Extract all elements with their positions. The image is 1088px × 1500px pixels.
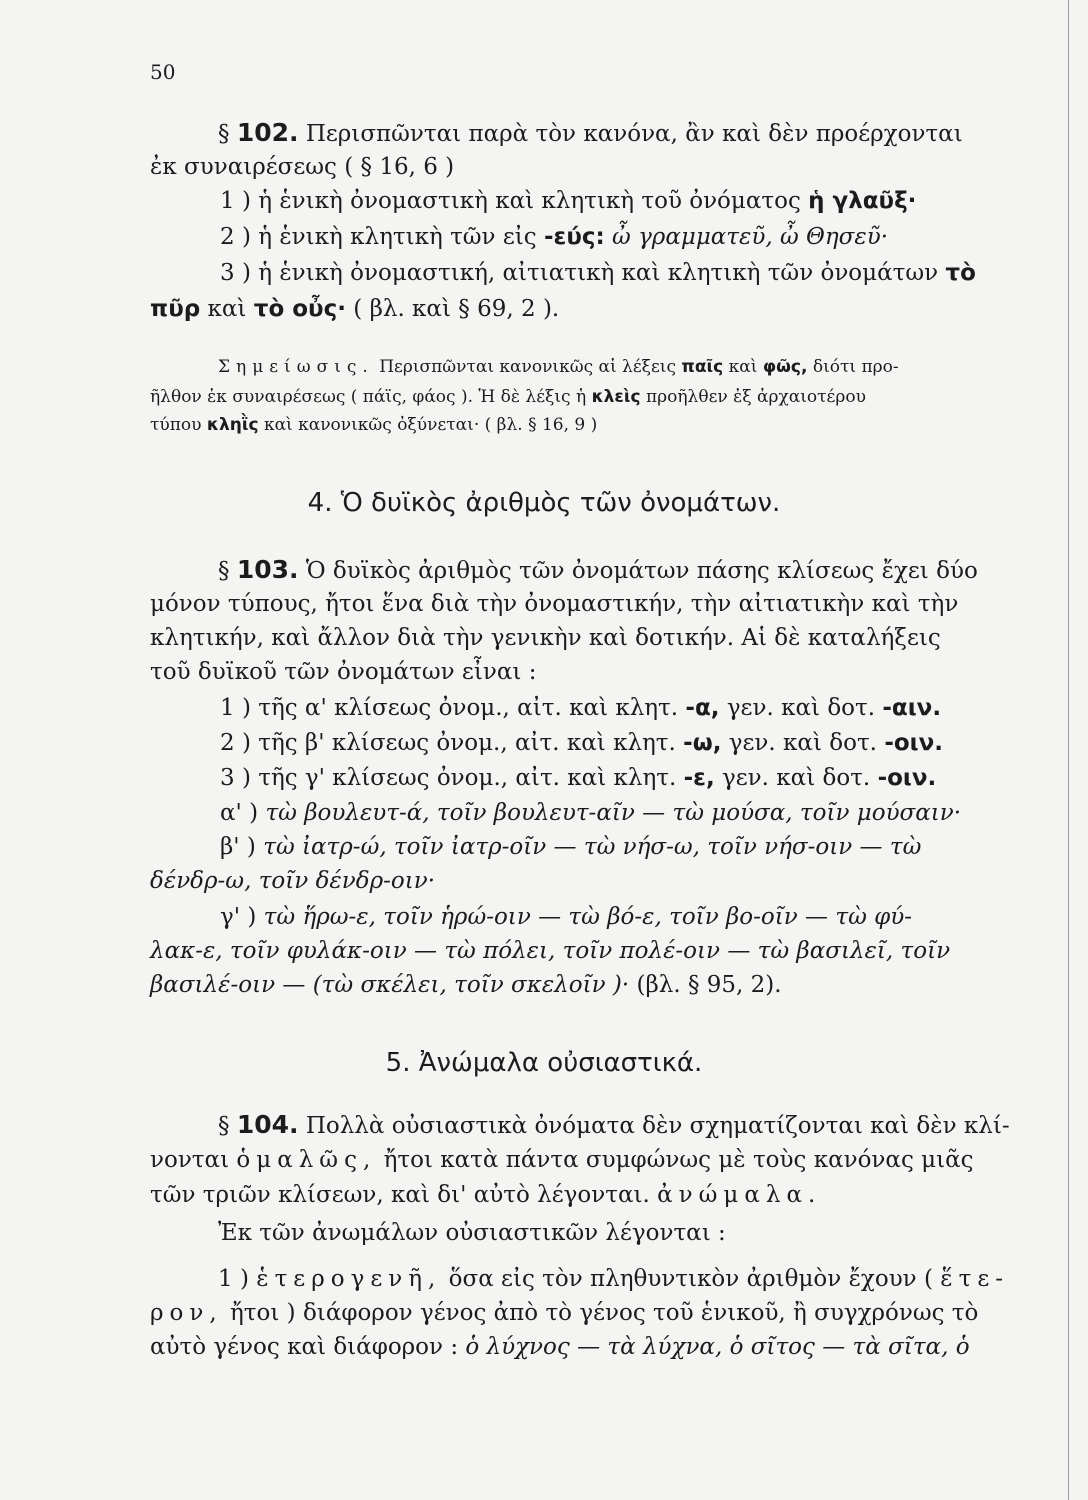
section-102-line-1: § 102. Περισπῶνται παρὰ τὸν κανόνα, ἂν καὶ δὲν προέρχονται xyxy=(218,118,963,147)
section-103-line-2: μόνον τύπους, ἤτοι ἕνα διὰ τὴν ὀνομαστικήν, τὴν αἰτιατικὴν καὶ τὴν xyxy=(150,591,959,617)
section-102-item-3: 3 ) ἡ ἑνικὴ ὀνομαστική, αἰτιατικὴ καὶ κλητικὴ τῶν ὀνομάτων τὸ xyxy=(220,260,976,286)
example-beta-cont: δένδρ-ω, τοῖν δένδρ-οιν· xyxy=(150,868,436,894)
ending-row-1: 1 ) τῆς α' κλίσεως ὀνομ., αἰτ. καὶ κλητ. -α, γεν. καὶ δοτ. -αιν. xyxy=(220,695,942,721)
note-label: Σημείωσις. xyxy=(218,357,374,377)
note-102-line-1: Σημείωσις. Περισπῶνται κανονικῶς αἱ λέξεις παῖς καὶ φῶς, διότι προ- xyxy=(218,357,899,377)
section-102-line-2: ἐκ συναιρέσεως ( § 16, 6 ) xyxy=(150,154,455,180)
section-102-item-2: 2 ) ἡ ἑνικὴ κλητικὴ τῶν εἰς -εύς: ὦ γραμματεῦ, ὦ Θησεῦ· xyxy=(220,224,888,250)
example-gamma-cont-2: βασιλέ-οιν — (τὼ σκέλει, τοῖν σκελοῖν )· (βλ. § 95, 2). xyxy=(150,972,782,998)
section-104-line-3: τῶν τριῶν κλίσεων, καὶ δι' αὐτὸ λέγονται. ἀνώμαλα. xyxy=(150,1182,822,1208)
section-104-line-7: αὐτὸ γένος καὶ διάφορον : ὁ λύχνος — τὰ λύχνα, ὁ σῖτος — τὰ σῖτα, ὁ xyxy=(150,1334,970,1360)
note-102-line-3: τύπου κληῒς καὶ κανονικῶς ὀξύνεται· ( βλ. § 16, 9 ) xyxy=(150,415,598,435)
page-edge-line xyxy=(1068,0,1069,1500)
section-103-line-4: τοῦ δυϊκοῦ τῶν ὀνομάτων εἶναι : xyxy=(150,659,537,685)
section-number: 102. xyxy=(236,118,299,147)
heading-dual-number: 4. Ὁ δυϊκὸς ἀριθμὸς τῶν ὀνομάτων. xyxy=(307,488,781,518)
section-104-line-4: Ἐκ τῶν ἀνωμάλων οὐσιαστικῶν λέγονται : xyxy=(218,1220,726,1246)
ending-row-2: 2 ) τῆς β' κλίσεως ὀνομ., αἰτ. καὶ κλητ. -ω, γεν. καὶ δοτ. -οιν. xyxy=(220,730,944,756)
page-number: 50 xyxy=(150,60,176,84)
example-alpha: α' ) τὼ βουλευτ-ά, τοῖν βουλευτ-αῖν — τὼ μούσα, τοῖν μούσαιν· xyxy=(220,800,962,826)
section-103-line-1: § 103. Ὁ δυϊκὸς ἀριθμὸς τῶν ὀνομάτων πάσης κλίσεως ἔχει δύο xyxy=(218,555,978,584)
section-103-line-3: κλητικήν, καὶ ἄλλον διὰ τὴν γενικὴν καὶ δοτικήν. Αἱ δὲ καταλήξεις xyxy=(150,625,941,651)
ending-row-3: 3 ) τῆς γ' κλίσεως ὀνομ., αἰτ. καὶ κλητ. -ε, γεν. καὶ δοτ. -οιν. xyxy=(220,765,937,791)
heading-irregular-nouns: 5. Ἀνώμαλα οὐσιαστικά. xyxy=(385,1048,703,1078)
example-beta: β' ) τὼ ἰατρ-ώ, τοῖν ἰατρ-οῖν — τὼ νήσ-ω, τοῖν νήσ-οιν — τὼ xyxy=(220,834,922,860)
section-104-line-2: νονται ὁμαλῶς, ἤτοι κατὰ πάντα συμφώνως μὲ τοὺς κανόνας μιᾶς xyxy=(150,1147,974,1173)
section-104-line-1: § 104. Πολλὰ οὐσιαστικὰ ὀνόματα δὲν σχηματίζονται καὶ δὲν κλί- xyxy=(218,1110,1010,1139)
section-104-line-6: ρον, ἤτοι ) διάφορον γένος ἀπὸ τὸ γένος τοῦ ἑνικοῦ, ἢ συγχρόνως τὸ xyxy=(150,1300,979,1326)
note-102-line-2: ῆλθον ἐκ συναιρέσεως ( πάϊς, φάος ). Ἡ δὲ λέξις ἡ κλεὶς προῆλθεν ἐξ ἀρχαιοτέρου xyxy=(150,387,866,407)
section-sign: § xyxy=(218,121,230,147)
example-gamma-cont-1: λακ-ε, τοῖν φυλάκ-οιν — τὼ πόλει, τοῖν πολέ-οιν — τὼ βασιλεῖ, τοῖν xyxy=(150,938,951,964)
section-102-item-3-cont: πῦρ καὶ τὸ οὖς· ( βλ. καὶ § 69, 2 ). xyxy=(150,296,560,322)
section-102-item-1: 1 ) ἡ ἑνικὴ ὀνομαστικὴ καὶ κλητικὴ τοῦ ὀνόματος ἡ γλαῦξ· xyxy=(220,188,917,214)
section-104-line-5: 1 ) ἑτερογενῆ, ὅσα εἰς τὸν πληθυντικὸν ἀριθμὸν ἔχουν ( ἕτε- xyxy=(218,1266,1010,1292)
example-gamma: γ' ) τὼ ἥρω-ε, τοῖν ἡρώ-οιν — τὼ βό-ε, τοῖν βο-οῖν — τὼ φύ- xyxy=(220,904,913,930)
